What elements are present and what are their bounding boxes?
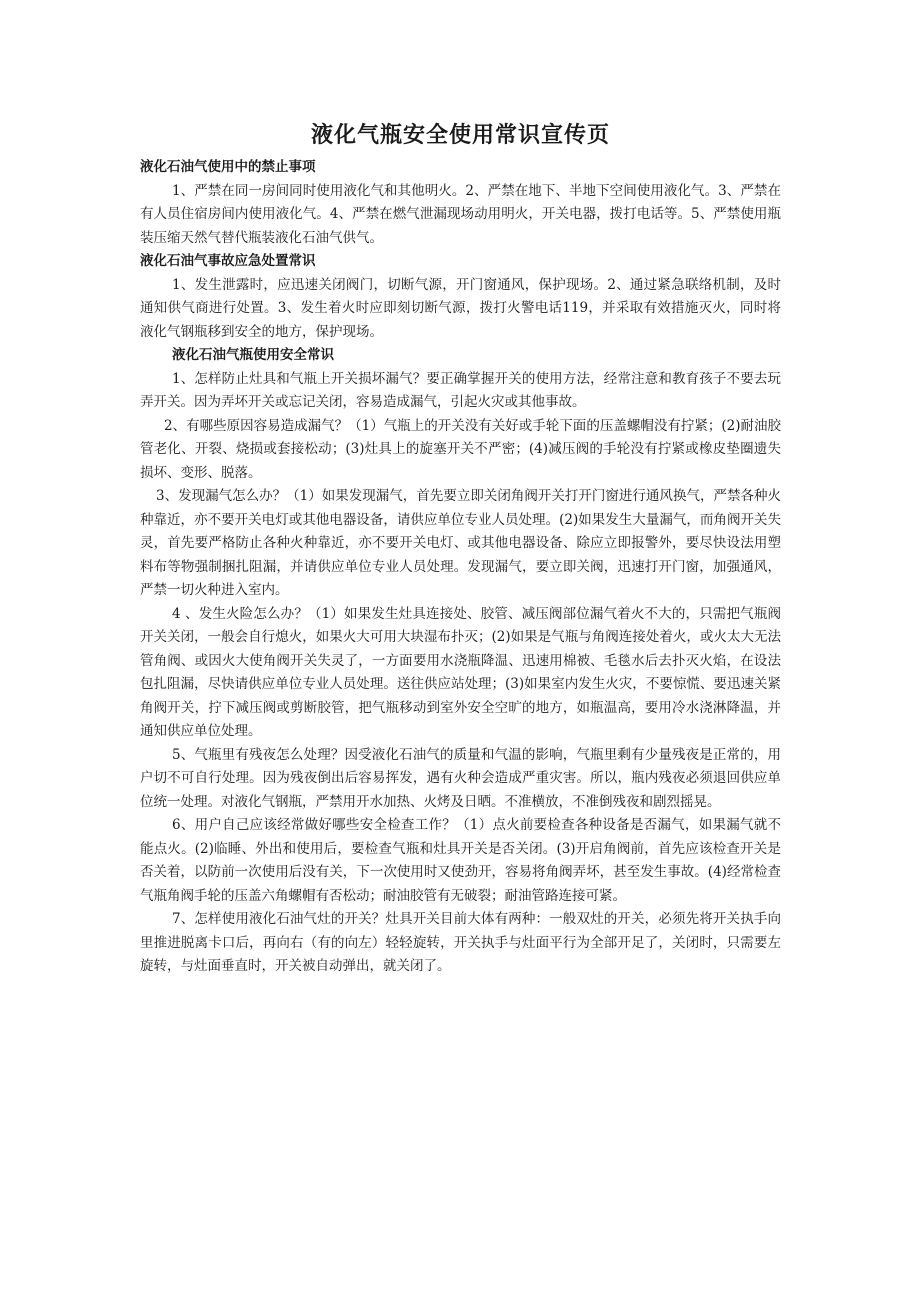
paragraph-item-3: 3、发现漏气怎么办？（1）如果发现漏气，首先要立即关闭角阀开关打开门窗进行通风换气，严禁各种火种靠近，亦不要开关电灯或其他电器设备，请供应单位专业人员处理。(2)如果发生大量漏气，而角阀开关失灵，首先要严格防止各种火种靠近，亦不要开关电灯、或其他电器设备、除应立即报警外，要尽快设法用塑料布等物强制捆扎阻漏，并请供应单位专业人员处理。发现漏气，要立即关阀，迅速打开门窗，加强通风，严禁一切火种进入室内。 <box>140 488 781 598</box>
section-heading-safety-knowledge: 液化石油气瓶使用安全常识 <box>172 347 334 363</box>
paragraph-item-2: 2、有哪些原因容易造成漏气？（1）气瓶上的开关没有关好或手轮下面的压盖螺帽没有拧紧；(2)耐油胶管老化、开裂、烧损或套接松动；(3)灶具上的旋塞开关不严密；(4)减压阀的手轮没有拧紧或橡皮垫圈遗失损坏、变形、脱落。 <box>140 417 781 481</box>
section-heading-emergency: 液化石油气事故应急处置常识 <box>140 253 316 269</box>
section-heading-prohibitions: 液化石油气使用中的禁止事项 <box>140 159 316 175</box>
document-title: 液化气瓶安全使用常识宣传页 <box>310 122 610 148</box>
paragraph-item-7: 7、怎样使用液化石油气灶的开关？灶具开关目前大体有两种：一般双灶的开关，必须先将开关执手向里推进脱离卡口后，再向右（有的向左）轻轻旋转，开关执手与灶面平行为全部开足了，关闭时，只需要左旋转，与灶面垂直时，开关被自动弹出，就关闭了。 <box>140 911 781 974</box>
paragraph-emergency: 1、发生泄露时，应迅速关闭阀门，切断气源，开门窗通风，保护现场。2、通过紧急联络机制，及时通知供气商进行处置。3、发生着火时应即刻切断气源，拨打火警电话119，并采取有效措施灭火，同时将液化气钢瓶移到安全的地方，保护现场。 <box>140 276 781 340</box>
paragraph-item-4: 4 、发生火险怎么办？（1）如果发生灶具连接处、胶管、减压阀部位漏气着火不大的，只需把气瓶阀开关关闭，一般会自行熄火，如果火大可用大块湿布扑灭；(2)如果是气瓶与角阀连接处着火，或火太大无法管角阀、或因火大使角阀开关失灵了，一方面要用水浇瓶降温、迅速用棉被、毛毯水后去扑灭火焰，在设法包扎阻漏，尽快请供应单位专业人员处理。送往供应站处理；(3)如果室内发生火灾，不要惊慌、要迅速关紧角阀开关，拧下减压阀或剪断胶管，把气瓶移动到室外安全空旷的地方，如瓶温高，要用冷水浇淋降温，并通知供应单位处理。 <box>140 605 781 739</box>
document-page <box>140 118 781 979</box>
paragraph-prohibitions: 1、严禁在同一房间同时使用液化气和其他明火。2、严禁在地下、半地下空间使用液化气。3、严禁在有人员住宿房间内使用液化气。4、严禁在燃气泄漏现场动用明火，开关电器，拨打电话等。5、严禁使用瓶装压缩天然气替代瓶装液化石油气供气。 <box>140 182 781 246</box>
paragraph-item-5: 5、气瓶里有残夜怎么处理？因受液化石油气的质量和气温的影响，气瓶里剩有少量残夜是正常的，用户切不可自行处理。因为残夜倒出后容易挥发，遇有火种会造成严重灾害。所以，瓶内残夜必须退回供应单位统一处理。对液化气钢瓶，严禁用开水加热、火烤及日晒。不准横放，不准倒残夜和剧烈摇晃。 <box>140 746 781 810</box>
paragraph-item-1: 1、怎样防止灶具和气瓶上开关损坏漏气？要正确掌握开关的使用方法，经常注意和教育孩子不要去玩弄开关。因为弄坏开关或忘记关闭，容易造成漏气，引起火灾或其他事故。 <box>140 370 781 410</box>
paragraph-item-6: 6、用户自己应该经常做好哪些安全检查工作？（1）点火前要检查各种设备是否漏气，如果漏气就不能点火。(2)临睡、外出和使用后，要检查气瓶和灶具开关是否关闭。(3)开启角阀前，首先应该检查开关是否关着，以防前一次使用后没有关，下一次使用时又使劲开，容易将角阀弄坏，甚至发生事故。(4)经常检查气瓶角阀手轮的压盖六角螺帽有否松动；耐油胶管有无破裂；耐油管路连接可紧。 <box>140 817 781 904</box>
